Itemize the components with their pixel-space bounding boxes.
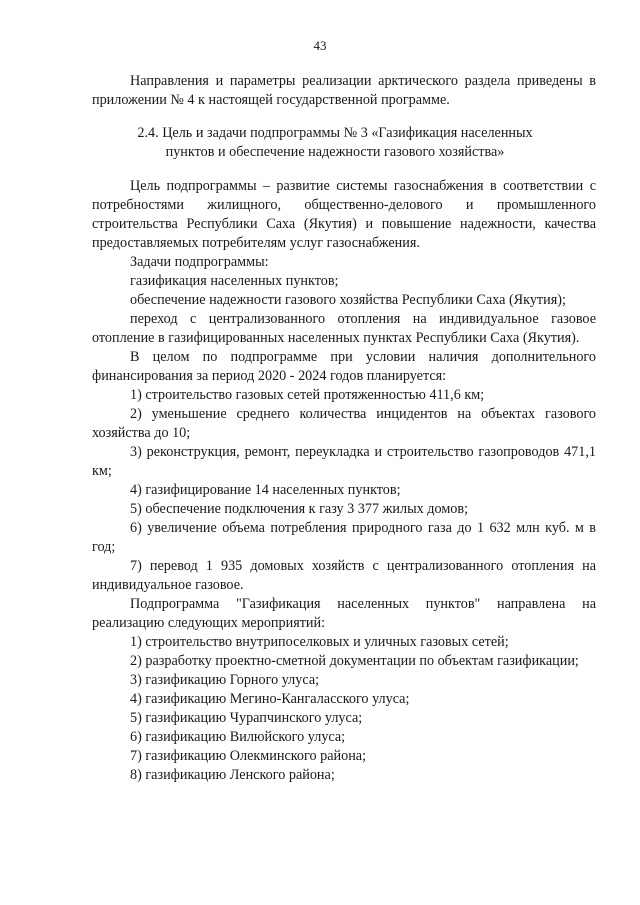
plan-item: 3) реконструкция, ремонт, переукладка и строительство газопроводов 471,1 км; xyxy=(92,444,596,479)
intro-paragraph: Направления и параметры реализации арктического раздела приведены в приложении № 4 к настоящей государственной программе. xyxy=(92,73,596,108)
measure-item: 6) газификацию Вилюйского улуса; xyxy=(130,729,346,745)
section-body xyxy=(92,177,596,785)
plan-item: 1) строительство газовых сетей протяженностью 411,6 км; xyxy=(130,387,485,403)
measure-item: 3) газификацию Горного улуса; xyxy=(130,672,320,688)
plan-item: 7) перевод 1 935 домовых хозяйств с централизованного отопления на индивидуальное газовое. xyxy=(92,558,596,593)
measure-item: 1) строительство внутрипоселковых и уличных газовых сетей; xyxy=(130,634,509,650)
goal-paragraph: Цель подпрограммы – развитие системы газоснабжения в соответствии с потребностями жилищного, общественно-делового и промышленного строительства Республики Саха (Якутия) и повышение надежности, качества предоставляемых потребителям услуг газоснабжения. xyxy=(92,178,596,251)
task-item: переход с централизованного отопления на индивидуальное газовое отопление в газифицированных населенных пунктах Республики Саха (Якутия). xyxy=(92,311,596,346)
plan-item: 5) обеспечение подключения к газу 3 377 жилых домов; xyxy=(130,501,469,517)
intro-section xyxy=(92,72,596,110)
measure-item: 2) разработку проектно-сметной документации по объектам газификации; xyxy=(130,653,579,669)
measure-item: 7) газификацию Олекминского района; xyxy=(130,748,367,764)
measure-item: 5) газификацию Чурапчинского улуса; xyxy=(130,710,363,726)
plan-item: 6) увеличение объема потребления природного газа до 1 632 млн куб. м в год; xyxy=(92,520,596,555)
measure-item: 8) газификацию Ленского района; xyxy=(130,767,335,783)
measure-item: 4) газификацию Мегино-Кангаласского улуса; xyxy=(130,691,410,707)
plan-item: 2) уменьшение среднего количества инцидентов на объектах газового хозяйства до 10; xyxy=(92,406,596,441)
plan-intro-paragraph: В целом по подпрограмме при условии наличия дополнительного финансирования за период 2020 - 2024 годов планируется: xyxy=(92,349,596,384)
section-heading-line-2: пунктов и обеспечение надежности газового хозяйства» xyxy=(165,144,505,160)
section-heading xyxy=(100,124,570,162)
page-number: 43 xyxy=(313,38,327,53)
plan-item: 4) газифицирование 14 населенных пунктов; xyxy=(130,482,401,498)
tasks-heading: Задачи подпрограммы: xyxy=(130,254,269,270)
section-heading-line-1: 2.4. Цель и задачи подпрограммы № 3 «Газификация населенных xyxy=(137,125,533,141)
task-item: газификация населенных пунктов; xyxy=(130,273,339,289)
measures-intro-paragraph: Подпрограмма "Газификация населенных пунктов" направлена на реализацию следующих мероприятий: xyxy=(92,596,596,631)
task-item: обеспечение надежности газового хозяйства Республики Саха (Якутия); xyxy=(130,292,566,308)
